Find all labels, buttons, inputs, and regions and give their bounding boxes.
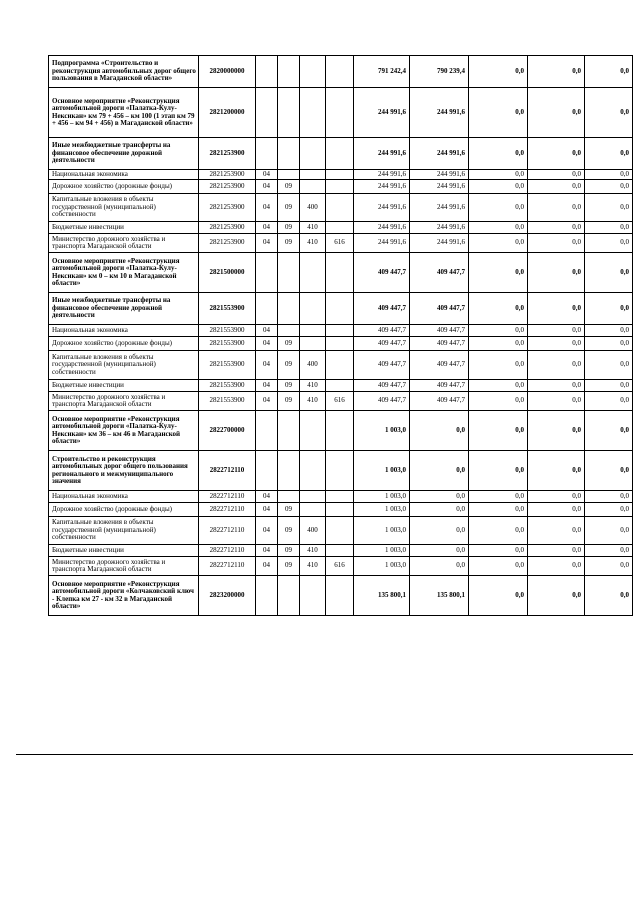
- table-row: [49, 451, 633, 491]
- cell-v4: 0,0: [528, 180, 585, 194]
- cell-pr: [278, 491, 300, 503]
- cell-name: Национальная экономика: [49, 170, 199, 180]
- cell-rz: 04: [256, 180, 278, 194]
- cell-name: Капитальные вложения в объекты государственной (муниципальной) собственности: [49, 517, 199, 545]
- cell-v2: 244 991,6: [410, 88, 469, 138]
- cell-vr: [300, 293, 326, 325]
- cell-v1: 409 447,7: [354, 253, 410, 293]
- cell-v2: 244 991,6: [410, 194, 469, 222]
- cell-v5: 0,0: [585, 56, 633, 88]
- cell-csr: 2820000000: [199, 56, 256, 88]
- cell-v4: 0,0: [528, 138, 585, 170]
- cell-v4: 0,0: [528, 234, 585, 253]
- cell-pr: 09: [278, 194, 300, 222]
- cell-gr: [326, 517, 354, 545]
- cell-csr: 2821553900: [199, 337, 256, 351]
- cell-v2: 409 447,7: [410, 325, 469, 337]
- cell-v3: 0,0: [469, 545, 528, 557]
- table-body: [49, 56, 633, 616]
- cell-v2: 409 447,7: [410, 380, 469, 392]
- table-row: [49, 491, 633, 503]
- cell-name: Иные межбюджетные трансферты на финансовое обеспечение дорожной деятельности: [49, 293, 199, 325]
- cell-rz: 04: [256, 380, 278, 392]
- cell-v2: 790 239,4: [410, 56, 469, 88]
- cell-v3: 0,0: [469, 222, 528, 234]
- cell-v2: 244 991,6: [410, 222, 469, 234]
- cell-v1: 135 800,1: [354, 576, 410, 616]
- cell-gr: [326, 170, 354, 180]
- cell-name: Бюджетные инвестиции: [49, 222, 199, 234]
- cell-v4: 0,0: [528, 491, 585, 503]
- cell-v5: 0,0: [585, 88, 633, 138]
- cell-rz: 04: [256, 222, 278, 234]
- cell-v2: 244 991,6: [410, 180, 469, 194]
- cell-v1: 409 447,7: [354, 380, 410, 392]
- cell-vr: 400: [300, 194, 326, 222]
- cell-name: Дорожное хозяйство (дорожные фонды): [49, 337, 199, 351]
- cell-pr: 09: [278, 337, 300, 351]
- table-row: [49, 138, 633, 170]
- cell-v4: 0,0: [528, 517, 585, 545]
- cell-v5: 0,0: [585, 180, 633, 194]
- cell-name: Бюджетные инвестиции: [49, 545, 199, 557]
- cell-v2: 409 447,7: [410, 253, 469, 293]
- cell-v4: 0,0: [528, 392, 585, 411]
- cell-gr: [326, 380, 354, 392]
- cell-pr: [278, 451, 300, 491]
- cell-name: Капитальные вложения в объекты государственной (муниципальной) собственности: [49, 351, 199, 380]
- cell-pr: 09: [278, 392, 300, 411]
- cell-rz: 04: [256, 392, 278, 411]
- cell-gr: [326, 180, 354, 194]
- table-row: [49, 351, 633, 380]
- cell-v5: 0,0: [585, 293, 633, 325]
- cell-v3: 0,0: [469, 234, 528, 253]
- cell-pr: [278, 293, 300, 325]
- cell-name: Дорожное хозяйство (дорожные фонды): [49, 180, 199, 194]
- cell-v1: 1 003,0: [354, 491, 410, 503]
- cell-gr: [326, 325, 354, 337]
- table-row: [49, 411, 633, 451]
- table-row: [49, 293, 633, 325]
- cell-gr: [326, 545, 354, 557]
- cell-v1: 1 003,0: [354, 451, 410, 491]
- cell-rz: 04: [256, 557, 278, 576]
- cell-v3: 0,0: [469, 351, 528, 380]
- cell-v1: 244 991,6: [354, 194, 410, 222]
- cell-v2: 0,0: [410, 545, 469, 557]
- cell-pr: [278, 253, 300, 293]
- cell-v5: 0,0: [585, 545, 633, 557]
- cell-csr: 2821553900: [199, 293, 256, 325]
- table-row: [49, 380, 633, 392]
- table-row: [49, 557, 633, 576]
- cell-vr: [300, 491, 326, 503]
- cell-name: Основное мероприятие «Реконструкция автомобильной дороги «Палатка-Кулу-Нексикан» км 0 – км 10 в Магаданской области»: [49, 253, 199, 293]
- cell-v5: 0,0: [585, 576, 633, 616]
- cell-vr: [300, 451, 326, 491]
- cell-v3: 0,0: [469, 451, 528, 491]
- cell-v1: 244 991,6: [354, 138, 410, 170]
- cell-vr: 400: [300, 517, 326, 545]
- cell-gr: 616: [326, 234, 354, 253]
- cell-v4: 0,0: [528, 351, 585, 380]
- cell-csr: 2821253900: [199, 170, 256, 180]
- cell-name: Подпрограмма «Строительство и реконструкция автомобильных дорог общего пользования в Магаданской области»: [49, 56, 199, 88]
- cell-v2: 0,0: [410, 503, 469, 517]
- cell-vr: [300, 411, 326, 451]
- cell-v4: 0,0: [528, 56, 585, 88]
- cell-v1: 244 991,6: [354, 222, 410, 234]
- cell-gr: 616: [326, 557, 354, 576]
- table-row: [49, 392, 633, 411]
- cell-csr: 2822700000: [199, 411, 256, 451]
- cell-csr: 2821553900: [199, 351, 256, 380]
- cell-rz: [256, 293, 278, 325]
- cell-v3: 0,0: [469, 411, 528, 451]
- cell-v4: 0,0: [528, 557, 585, 576]
- cell-vr: 400: [300, 351, 326, 380]
- cell-v5: 0,0: [585, 557, 633, 576]
- cell-rz: [256, 576, 278, 616]
- cell-v4: 0,0: [528, 576, 585, 616]
- cell-pr: [278, 170, 300, 180]
- cell-v3: 0,0: [469, 56, 528, 88]
- cell-pr: 09: [278, 222, 300, 234]
- cell-rz: [256, 253, 278, 293]
- cell-name: Иные межбюджетные трансферты на финансовое обеспечение дорожной деятельности: [49, 138, 199, 170]
- cell-csr: 2822712110: [199, 491, 256, 503]
- cell-v4: 0,0: [528, 411, 585, 451]
- cell-v5: 0,0: [585, 411, 633, 451]
- cell-rz: 04: [256, 351, 278, 380]
- cell-vr: 410: [300, 557, 326, 576]
- cell-v1: 1 003,0: [354, 545, 410, 557]
- cell-name: Основное мероприятие «Реконструкция автомобильной дороги «Колчаковский ключ - Клепка км 27 - км 32 в Магаданской области»: [49, 576, 199, 616]
- cell-v4: 0,0: [528, 380, 585, 392]
- cell-name: Бюджетные инвестиции: [49, 380, 199, 392]
- cell-v1: 409 447,7: [354, 392, 410, 411]
- cell-v2: 0,0: [410, 491, 469, 503]
- cell-v3: 0,0: [469, 337, 528, 351]
- cell-v2: 244 991,6: [410, 234, 469, 253]
- cell-v1: 409 447,7: [354, 325, 410, 337]
- table-row: [49, 517, 633, 545]
- cell-v3: 0,0: [469, 253, 528, 293]
- cell-gr: [326, 222, 354, 234]
- cell-pr: [278, 138, 300, 170]
- cell-rz: 04: [256, 545, 278, 557]
- cell-vr: [300, 170, 326, 180]
- cell-pr: 09: [278, 234, 300, 253]
- cell-gr: [326, 56, 354, 88]
- cell-csr: 2821253900: [199, 194, 256, 222]
- table-row: [49, 545, 633, 557]
- cell-v3: 0,0: [469, 491, 528, 503]
- cell-name: Национальная экономика: [49, 491, 199, 503]
- cell-v4: 0,0: [528, 293, 585, 325]
- cell-v4: 0,0: [528, 253, 585, 293]
- cell-pr: [278, 56, 300, 88]
- cell-v4: 0,0: [528, 222, 585, 234]
- cell-vr: [300, 325, 326, 337]
- cell-csr: 2822712110: [199, 517, 256, 545]
- cell-v3: 0,0: [469, 325, 528, 337]
- cell-v3: 0,0: [469, 138, 528, 170]
- cell-v5: 0,0: [585, 517, 633, 545]
- cell-csr: 2821500000: [199, 253, 256, 293]
- cell-vr: [300, 253, 326, 293]
- cell-csr: 2821553900: [199, 380, 256, 392]
- cell-v1: 409 447,7: [354, 351, 410, 380]
- cell-csr: 2821253900: [199, 180, 256, 194]
- table-row: [49, 503, 633, 517]
- cell-v2: 409 447,7: [410, 337, 469, 351]
- cell-v3: 0,0: [469, 194, 528, 222]
- cell-v5: 0,0: [585, 222, 633, 234]
- cell-v3: 0,0: [469, 170, 528, 180]
- cell-pr: 09: [278, 180, 300, 194]
- cell-name: Строительство и реконструкция автомобильных дорог общего пользования регионального и межмуниципального значения: [49, 451, 199, 491]
- cell-csr: 2821200000: [199, 88, 256, 138]
- cell-v2: 409 447,7: [410, 293, 469, 325]
- cell-v1: 1 003,0: [354, 517, 410, 545]
- cell-v5: 0,0: [585, 351, 633, 380]
- cell-csr: 2821253900: [199, 222, 256, 234]
- table-row: [49, 325, 633, 337]
- cell-v4: 0,0: [528, 503, 585, 517]
- cell-name: Министерство дорожного хозяйства и транспорта Магаданской области: [49, 392, 199, 411]
- table-row: [49, 180, 633, 194]
- cell-name: Министерство дорожного хозяйства и транспорта Магаданской области: [49, 234, 199, 253]
- cell-pr: [278, 88, 300, 138]
- cell-v3: 0,0: [469, 392, 528, 411]
- cell-pr: [278, 411, 300, 451]
- cell-v3: 0,0: [469, 180, 528, 194]
- cell-gr: 616: [326, 392, 354, 411]
- cell-name: Основное мероприятие «Реконструкция автомобильной дороги «Палатка-Кулу-Нексикан» км 36 – км 46 в Магаданской области»: [49, 411, 199, 451]
- cell-vr: [300, 180, 326, 194]
- cell-rz: 04: [256, 170, 278, 180]
- cell-v1: 244 991,6: [354, 234, 410, 253]
- cell-pr: [278, 576, 300, 616]
- cell-v2: 244 991,6: [410, 138, 469, 170]
- cell-rz: 04: [256, 337, 278, 351]
- cell-v1: 409 447,7: [354, 337, 410, 351]
- cell-v1: 1 003,0: [354, 557, 410, 576]
- cell-v4: 0,0: [528, 170, 585, 180]
- bottom-divider: [16, 754, 633, 755]
- cell-v4: 0,0: [528, 194, 585, 222]
- cell-vr: [300, 576, 326, 616]
- cell-v1: 244 991,6: [354, 88, 410, 138]
- cell-v5: 0,0: [585, 392, 633, 411]
- cell-vr: 410: [300, 222, 326, 234]
- cell-rz: 04: [256, 517, 278, 545]
- cell-rz: [256, 451, 278, 491]
- cell-gr: [326, 411, 354, 451]
- cell-rz: [256, 138, 278, 170]
- cell-gr: [326, 503, 354, 517]
- table-row: [49, 222, 633, 234]
- cell-gr: [326, 491, 354, 503]
- cell-gr: [326, 451, 354, 491]
- cell-v1: 1 003,0: [354, 411, 410, 451]
- cell-v3: 0,0: [469, 293, 528, 325]
- cell-v1: 1 003,0: [354, 503, 410, 517]
- cell-csr: 2821553900: [199, 325, 256, 337]
- cell-v5: 0,0: [585, 451, 633, 491]
- cell-vr: [300, 337, 326, 351]
- cell-v4: 0,0: [528, 88, 585, 138]
- cell-v3: 0,0: [469, 517, 528, 545]
- cell-v5: 0,0: [585, 380, 633, 392]
- table-row: [49, 234, 633, 253]
- cell-v5: 0,0: [585, 503, 633, 517]
- cell-csr: 2821253900: [199, 138, 256, 170]
- cell-gr: [326, 194, 354, 222]
- cell-v5: 0,0: [585, 337, 633, 351]
- cell-v2: 0,0: [410, 451, 469, 491]
- cell-rz: 04: [256, 325, 278, 337]
- table-row: [49, 337, 633, 351]
- cell-v5: 0,0: [585, 325, 633, 337]
- cell-v1: 791 242,4: [354, 56, 410, 88]
- cell-v2: 135 800,1: [410, 576, 469, 616]
- cell-csr: 2822712110: [199, 451, 256, 491]
- cell-vr: 410: [300, 392, 326, 411]
- cell-v2: 0,0: [410, 517, 469, 545]
- cell-v4: 0,0: [528, 337, 585, 351]
- cell-gr: [326, 253, 354, 293]
- cell-name: Капитальные вложения в объекты государственной (муниципальной) собственности: [49, 194, 199, 222]
- cell-vr: 410: [300, 545, 326, 557]
- table-row: [49, 170, 633, 180]
- cell-name: Национальная экономика: [49, 325, 199, 337]
- cell-v2: 409 447,7: [410, 392, 469, 411]
- cell-vr: 410: [300, 234, 326, 253]
- cell-gr: [326, 351, 354, 380]
- cell-vr: [300, 56, 326, 88]
- cell-v3: 0,0: [469, 380, 528, 392]
- cell-rz: 04: [256, 491, 278, 503]
- cell-rz: [256, 56, 278, 88]
- cell-name: Дорожное хозяйство (дорожные фонды): [49, 503, 199, 517]
- table-row: [49, 576, 633, 616]
- cell-v1: 244 991,6: [354, 180, 410, 194]
- cell-v5: 0,0: [585, 170, 633, 180]
- cell-v4: 0,0: [528, 325, 585, 337]
- cell-gr: [326, 337, 354, 351]
- cell-v3: 0,0: [469, 557, 528, 576]
- cell-v4: 0,0: [528, 545, 585, 557]
- cell-v3: 0,0: [469, 88, 528, 138]
- cell-v2: 244 991,6: [410, 170, 469, 180]
- cell-gr: [326, 138, 354, 170]
- table-row: [49, 253, 633, 293]
- cell-pr: [278, 325, 300, 337]
- cell-vr: [300, 138, 326, 170]
- cell-csr: 2823200000: [199, 576, 256, 616]
- cell-pr: 09: [278, 557, 300, 576]
- cell-v1: 409 447,7: [354, 293, 410, 325]
- cell-rz: 04: [256, 194, 278, 222]
- cell-vr: [300, 503, 326, 517]
- cell-csr: 2822712110: [199, 503, 256, 517]
- cell-v2: 409 447,7: [410, 351, 469, 380]
- cell-v2: 0,0: [410, 411, 469, 451]
- cell-csr: 2821253900: [199, 234, 256, 253]
- cell-v5: 0,0: [585, 234, 633, 253]
- table-row: [49, 194, 633, 222]
- cell-pr: 09: [278, 517, 300, 545]
- cell-csr: 2822712110: [199, 545, 256, 557]
- cell-rz: 04: [256, 234, 278, 253]
- cell-v4: 0,0: [528, 451, 585, 491]
- cell-rz: [256, 411, 278, 451]
- cell-v3: 0,0: [469, 576, 528, 616]
- budget-table: [48, 55, 633, 616]
- cell-csr: 2821553900: [199, 392, 256, 411]
- cell-pr: 09: [278, 351, 300, 380]
- cell-pr: 09: [278, 545, 300, 557]
- cell-v5: 0,0: [585, 194, 633, 222]
- cell-name: Основное мероприятие «Реконструкция автомобильной дороги «Палатка-Кулу-Нексикан» км 79 + 456 – км 100 (1 этап км 79 + 456 – км 94 + 456) в Магаданской области»: [49, 88, 199, 138]
- cell-vr: 410: [300, 380, 326, 392]
- cell-rz: [256, 88, 278, 138]
- cell-gr: [326, 88, 354, 138]
- cell-csr: 2822712110: [199, 557, 256, 576]
- cell-v5: 0,0: [585, 253, 633, 293]
- cell-v2: 0,0: [410, 557, 469, 576]
- cell-pr: 09: [278, 503, 300, 517]
- table-row: [49, 56, 633, 88]
- cell-vr: [300, 88, 326, 138]
- cell-pr: 09: [278, 380, 300, 392]
- cell-v5: 0,0: [585, 491, 633, 503]
- cell-v5: 0,0: [585, 138, 633, 170]
- cell-v3: 0,0: [469, 503, 528, 517]
- table-row: [49, 88, 633, 138]
- cell-gr: [326, 293, 354, 325]
- cell-gr: [326, 576, 354, 616]
- cell-name: Министерство дорожного хозяйства и транспорта Магаданской области: [49, 557, 199, 576]
- cell-rz: 04: [256, 503, 278, 517]
- cell-v1: 244 991,6: [354, 170, 410, 180]
